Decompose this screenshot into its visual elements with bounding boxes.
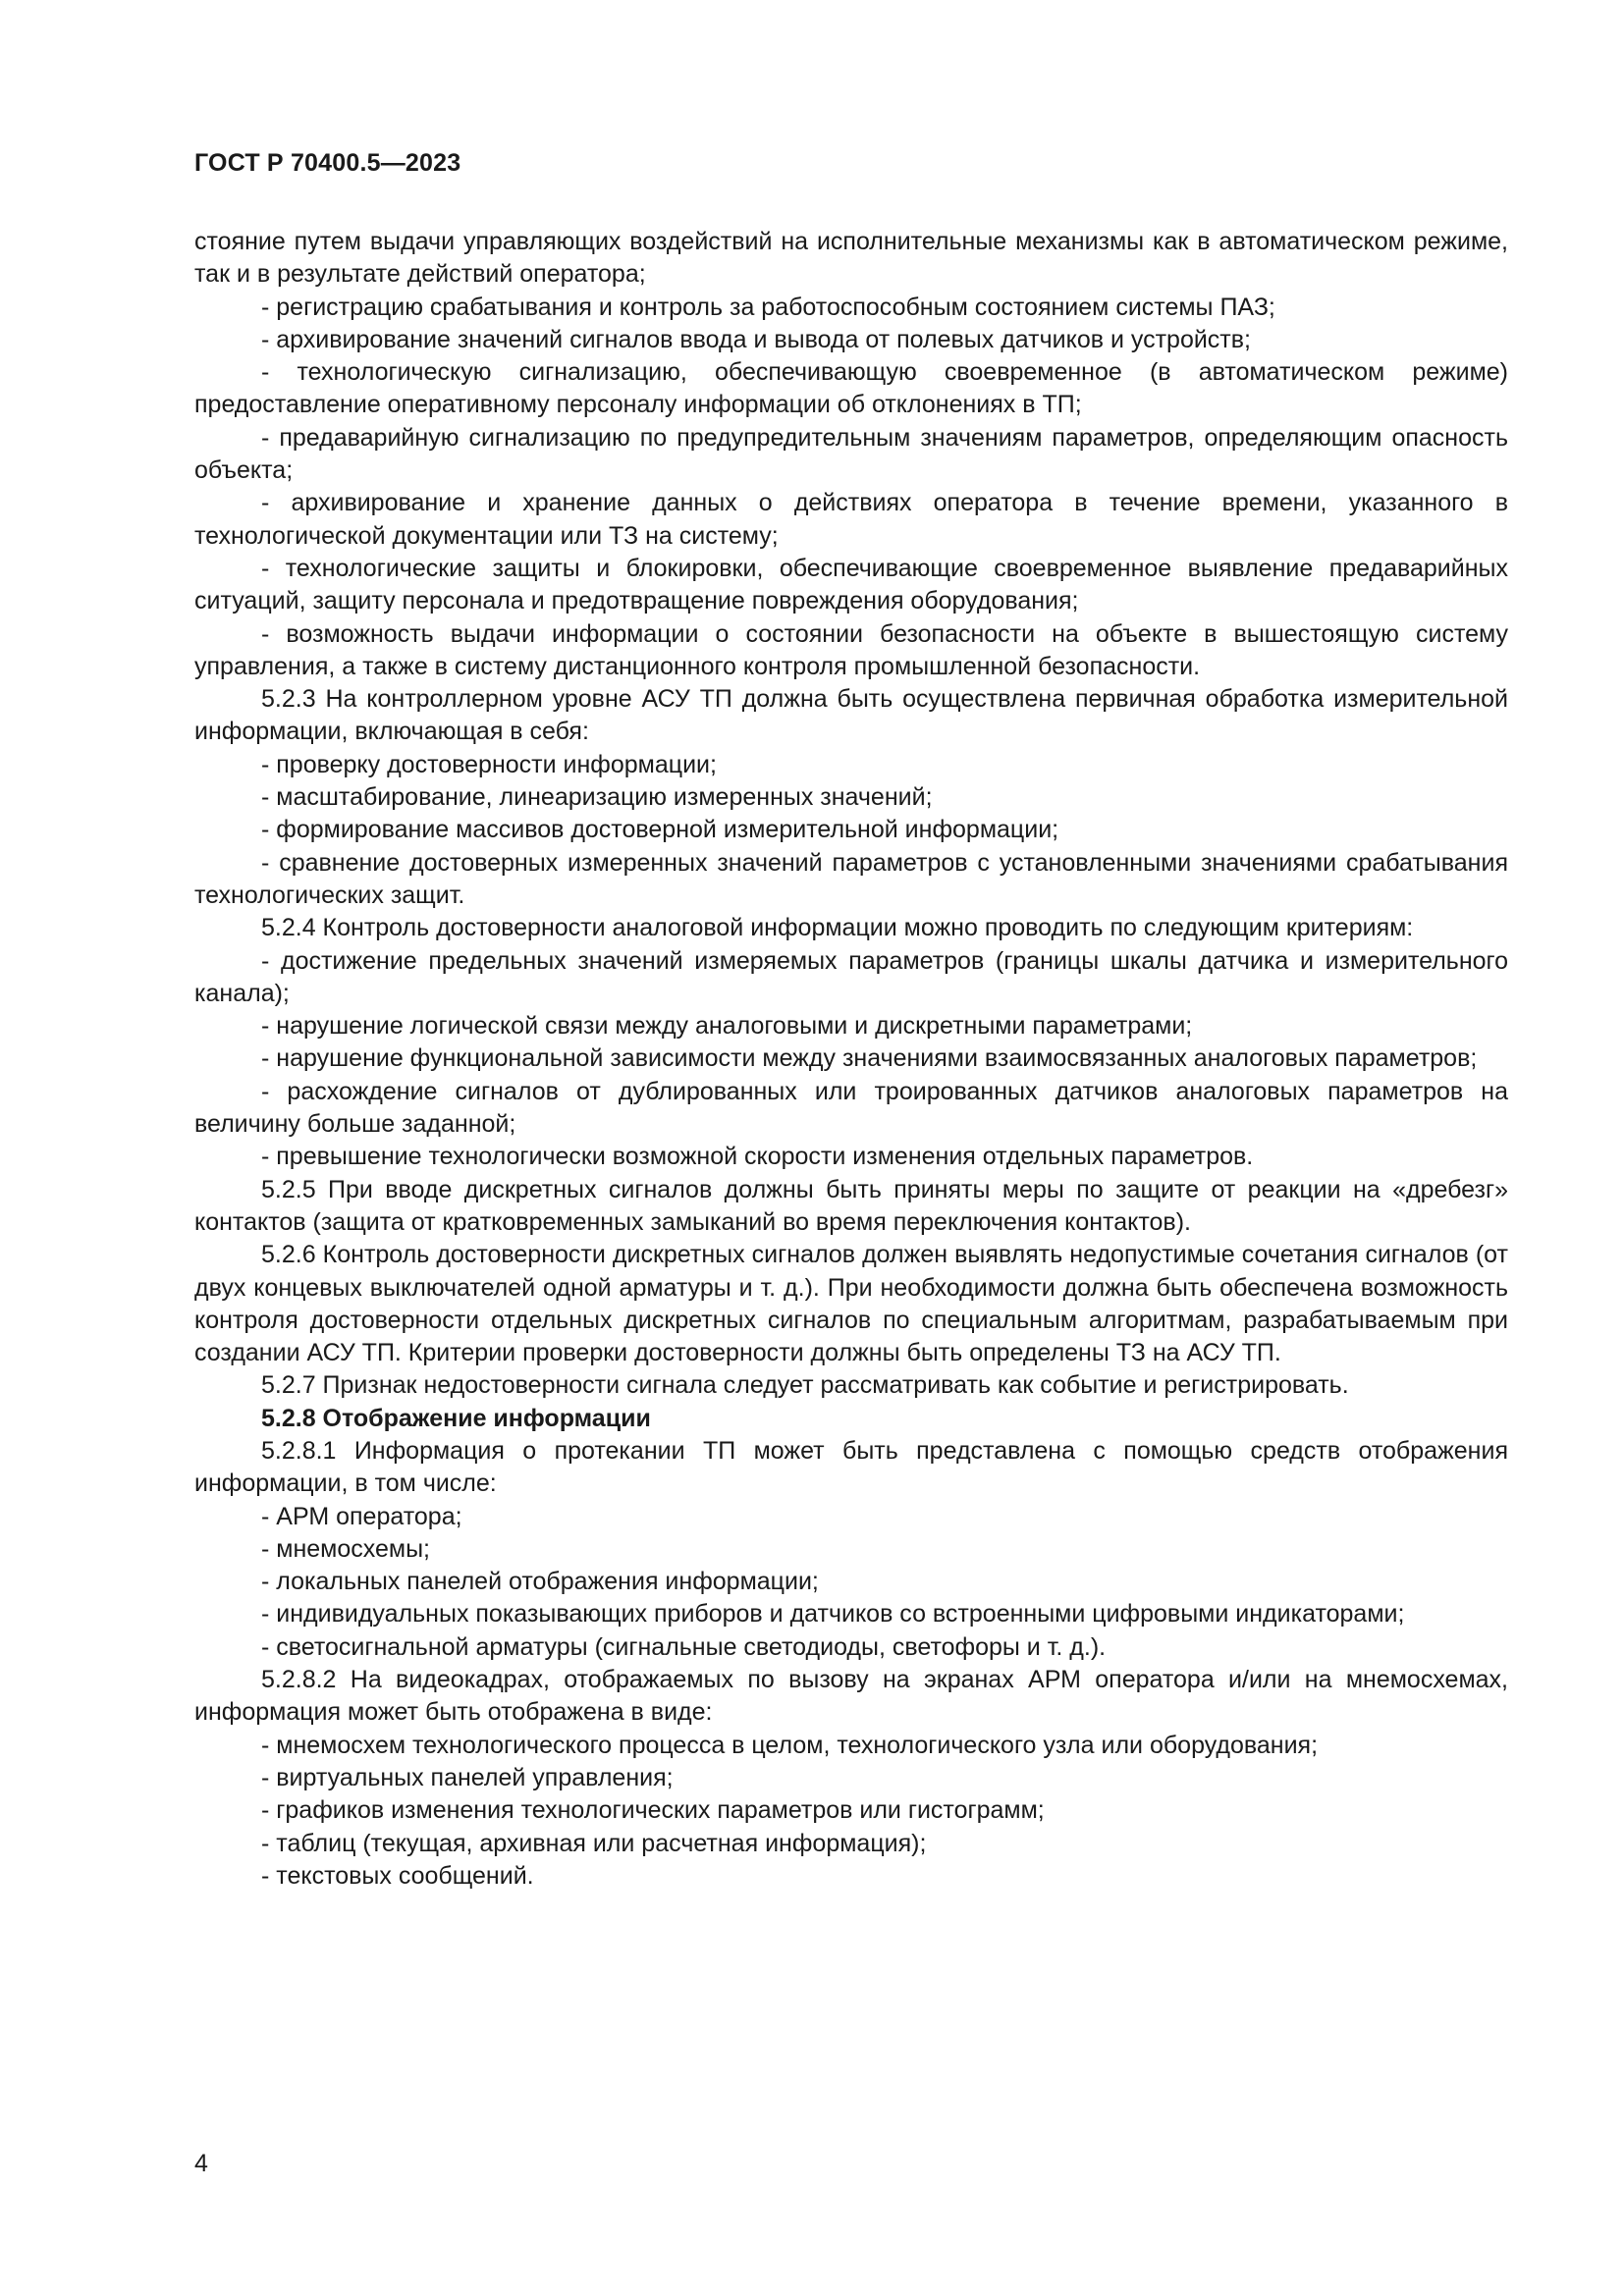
list-item: - превышение технологически возможной скорости изменения отдельных параметров. <box>261 1143 1254 1171</box>
list-item: - архивирование значений сигналов ввода и вывода от полевых датчиков и устройств; <box>261 325 1251 353</box>
page-number: 4 <box>194 2150 208 2177</box>
list-item: - АРМ оператора; <box>261 1502 462 1530</box>
list-item: - мнемосхем технологического процесса в целом, технологического узла или оборудования; <box>261 1731 1319 1759</box>
list-item: - виртуальных панелей управления; <box>261 1763 674 1791</box>
list-item: - предаварийную сигнализацию по предупредительным значениям параметров, определяющим опасность объекта; <box>194 423 1508 485</box>
list-item: - мнемосхемы; <box>261 1534 430 1563</box>
clause-5-2-5: 5.2.5 При вводе дискретных сигналов должны быть приняты меры по защите от реакции на «дребезг» контактов (защита от кратковременных замыканий во время переключения контактов). <box>194 1175 1508 1236</box>
list-item: - текстовых сообщений. <box>261 1861 534 1890</box>
list-item: - масштабирование, линеаризацию измеренных значений; <box>261 783 933 812</box>
list-item: - индивидуальных показывающих приборов и датчиков со встроенными цифровыми индикаторами; <box>261 1600 1405 1629</box>
clause-5-2-8-2: 5.2.8.2 На видеокадрах, отображаемых по вызову на экранах АРМ оператора и/или на мнемосхемах, информация может быть отображена в виде: <box>194 1666 1508 1727</box>
list-item: - возможность выдачи информации о состоянии безопасности на объекте в вышестоящую систему управления, а также в систему дистанционного контроля промышленной безопасности. <box>194 619 1508 680</box>
list-item: - локальных панелей отображения информации; <box>261 1568 819 1596</box>
clause-5-2-8-1: 5.2.8.1 Информация о протекании ТП может быть представлена с помощью средств отображения информации, в том числе: <box>194 1436 1508 1498</box>
list-item: - нарушение функциональной зависимости между значениями взаимосвязанных аналоговых параметров; <box>261 1044 1478 1073</box>
clause-5-2-3: 5.2.3 На контроллерном уровне АСУ ТП должна быть осуществлена первичная обработка измерительной информации, включающая в себя: <box>194 685 1508 746</box>
list-item: - расхождение сигналов от дублированных или троированных датчиков аналоговых параметров на величину больше заданной; <box>194 1077 1508 1139</box>
list-item: - технологические защиты и блокировки, обеспечивающие своевременное выявление предаварийных ситуаций, защиту персонала и предотвращение повреждения оборудования; <box>194 554 1508 615</box>
list-item: - светосигнальной арматуры (сигнальные светодиоды, светофоры и т. д.). <box>261 1632 1107 1661</box>
list-item: - архивирование и хранение данных о действиях оператора в течение времени, указанного в технологической документации или ТЗ на систему; <box>194 489 1508 550</box>
list-item: - нарушение логической связи между аналоговыми и дискретными параметрами; <box>261 1012 1193 1041</box>
list-item: - сравнение достоверных измеренных значений параметров с установленными значениями срабатывания технологических защит. <box>194 848 1508 909</box>
list-item: - регистрацию срабатывания и контроль за работоспособным состоянием системы ПАЗ; <box>261 293 1275 321</box>
paragraph-continuation: стояние путем выдачи управляющих воздействий на исполнительные механизмы как в автоматическом режиме, так и в результате действий оператора; <box>194 228 1508 289</box>
list-item: - проверку достоверности информации; <box>261 750 717 778</box>
clause-5-2-4: 5.2.4 Контроль достоверности аналоговой информации можно проводить по следующим критериям: <box>261 914 1414 942</box>
list-item: - формирование массивов достоверной измерительной информации; <box>261 816 1059 844</box>
list-item: - таблиц (текущая, архивная или расчетная информация); <box>261 1829 927 1857</box>
clause-5-2-6: 5.2.6 Контроль достоверности дискретных сигналов должен выявлять недопустимые сочетания сигналов (от двух концевых выключателей одной арматуры и т. д.). При необходимости должна быть обеспечена возможность контроля достоверности отдельных дискретных сигналов по специальным алгоритмам, разрабатываемым при создании АСУ ТП. Критерии проверки достоверности должны быть определены ТЗ на АСУ ТП. <box>194 1241 1508 1367</box>
list-item: - технологическую сигнализацию, обеспечивающую своевременное (в автоматическом режиме) предоставление оперативному персоналу информации об отклонениях в ТП; <box>194 358 1508 419</box>
document-header: ГОСТ Р 70400.5—2023 <box>194 149 461 177</box>
list-item: - графиков изменения технологических параметров или гистограмм; <box>261 1796 1045 1825</box>
document-body <box>194 226 1508 1893</box>
list-item: - достижение предельных значений измеряемых параметров (границы шкалы датчика и измерительного канала); <box>194 946 1508 1007</box>
section-heading-5-2-8: 5.2.8 Отображение информации <box>261 1404 651 1432</box>
clause-5-2-7: 5.2.7 Признак недостоверности сигнала следует рассматривать как событие и регистрировать. <box>261 1371 1349 1400</box>
